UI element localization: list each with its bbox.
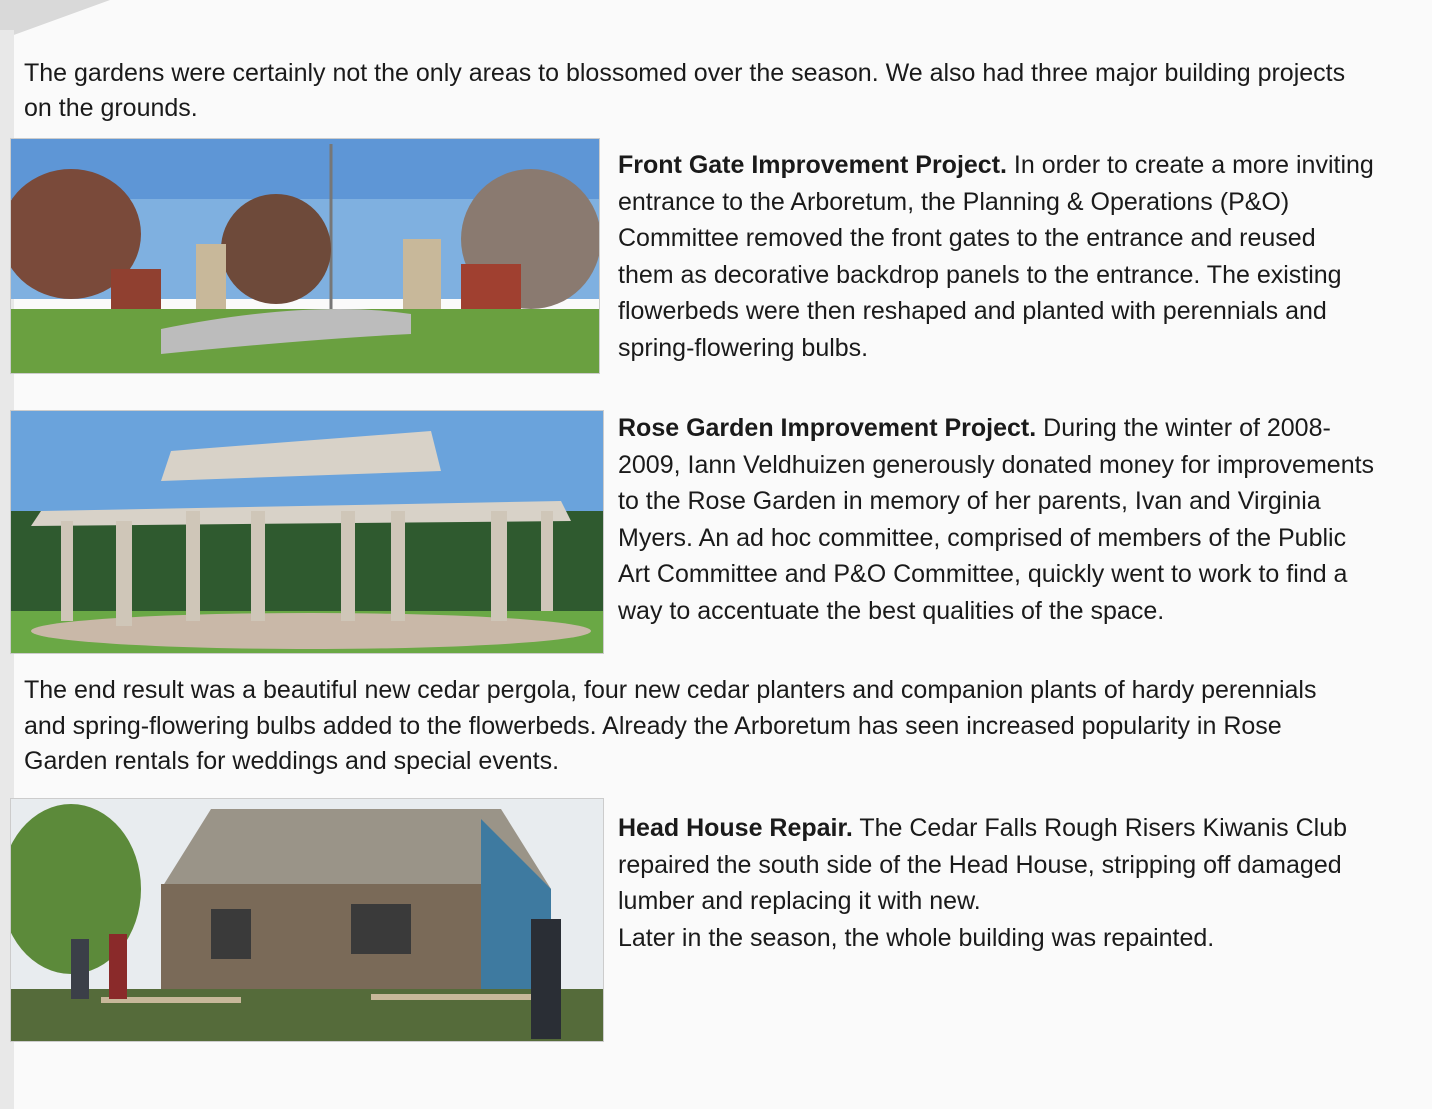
front-gate-body: In order to create a more inviting entrance to the Arboretum, the Planning & Operations (P&O) Committee removed the front gates to the entrance and reused them as decorative backdrop panels to the entrance. The existing flowerbeds were then reshaped and planted with perennials and spring-flowering bulbs. <box>618 151 1374 362</box>
head-house-section <box>618 810 1378 956</box>
rose-garden-body: During the winter of 2008-2009, Iann Veldhuizen generously donated money for improvements to the Rose Garden in memory of her parents, Ivan and Virginia Myers. An ad hoc committee, comprised of members of the Public Art Committee and P&O Committee, quickly went to work to find a way to accentuate the best qualities of the space. <box>618 414 1375 625</box>
head-house-title: Head House Repair. <box>618 814 853 842</box>
front-gate-title: Front Gate Improvement Project. <box>618 151 1007 179</box>
rose-garden-pergola-photo <box>10 410 604 654</box>
rose-garden-section <box>618 410 1378 629</box>
intro-paragraph: The gardens were certainly not the only areas to blossomed over the season. We also had three major building projects on the grounds. <box>24 59 1346 122</box>
page-curl <box>0 0 110 40</box>
rose-garden-title: Rose Garden Improvement Project. <box>618 414 1037 442</box>
front-gate-section <box>618 147 1378 366</box>
head-house-body-2: Later in the season, the whole building was repainted. <box>618 923 1215 952</box>
rose-garden-result: The end result was a beautiful new cedar pergola, four new cedar planters and companion plants of hardy perennials and spring-flowering bulbs added to the flowerbeds. Already the Arboretum has seen increased popularity in Rose Garden rentals for weddings and special events. <box>24 676 1317 775</box>
head-house-photo <box>10 798 604 1042</box>
head-house-body: The Cedar Falls Rough Risers Kiwanis Club repaired the south side of the Head House, stripping off damaged lumber and replacing it with new. <box>618 814 1348 915</box>
front-gate-photo <box>10 138 600 374</box>
